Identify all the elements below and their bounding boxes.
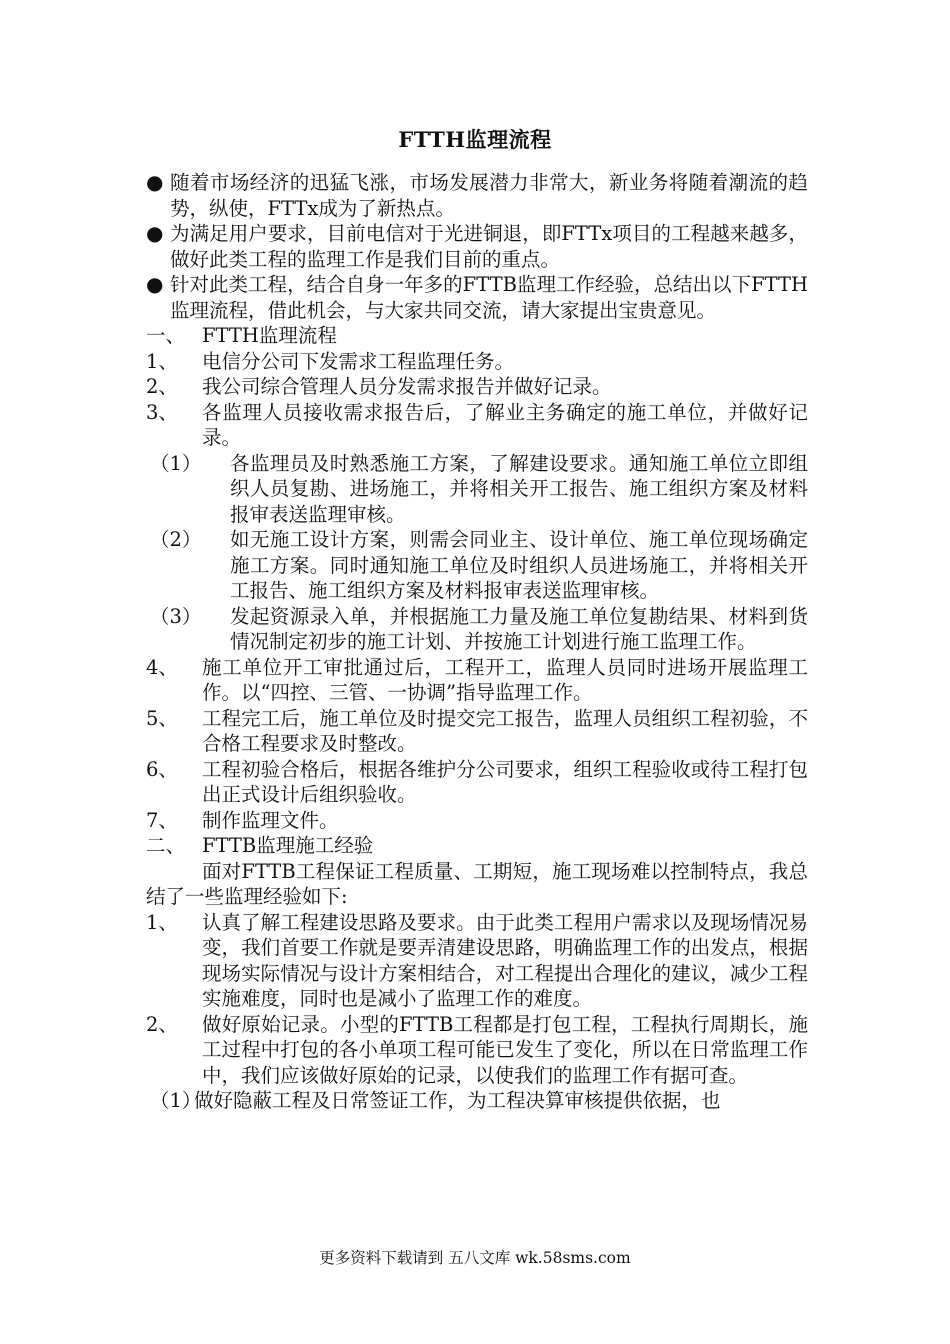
bullet-text: 随着市场经济的迅猛飞涨，市场发展潜力非常大，新业务将随着潮流的趋势，纵使，FTTx成为了新热点。 — [170, 171, 808, 220]
bullet-item — [146, 272, 808, 323]
sub-text: 发起资源录入单，并根据施工力量及施工单位复勘结果、材料到货情况制定初步的施工计划、并按施工计划进行施工监理工作。 — [230, 604, 808, 653]
list-item — [146, 1012, 808, 1089]
sub-marker: （1） — [150, 1089, 202, 1112]
list-item — [146, 808, 808, 834]
list-item — [146, 400, 808, 451]
sub-item — [146, 451, 808, 528]
list-marker: 1、 — [146, 349, 178, 373]
list-text: 我公司综合管理人员分发需求报告并做好记录。 — [202, 375, 612, 398]
bullet-marker: ● — [146, 272, 164, 296]
section-title: FTTH监理流程 — [202, 324, 337, 347]
section-title: FTTB监理施工经验 — [202, 834, 374, 857]
list-item — [146, 706, 808, 757]
document-body — [146, 170, 808, 1114]
sub-marker: （1） — [150, 451, 202, 475]
intro-paragraph: 面对FTTB工程保证工程质量、工期短，施工现场难以控制特点，我总结了一些监理经验如下: — [146, 859, 808, 908]
list-marker: 4、 — [146, 655, 178, 679]
list-item — [146, 910, 808, 1012]
section-heading — [146, 323, 808, 349]
bullet-marker: ● — [146, 221, 164, 245]
list-text: 工程完工后，施工单位及时提交完工报告，监理人员组织工程初验，不合格工程要求及时整改。 — [202, 706, 808, 755]
sub-text: 如无施工设计方案，则需会同业主、设计单位、施工单位现场确定施工方案。同时通知施工单位及时组织人员进场施工，并将相关开工报告、施工组织方案及材料报审表送监理审核。 — [230, 528, 808, 602]
list-marker: 7、 — [146, 808, 178, 832]
list-marker: 2、 — [146, 375, 178, 398]
list-text: 施工单位开工审批通过后，工程开工，监理人员同时进场开展监理工作。以“四控、三管、一协调”指导监理工作。 — [202, 655, 808, 704]
document-title: FTTH监理流程 — [398, 127, 552, 152]
list-text: 工程初验合格后，根据各维护分公司要求，组织工程验收或待工程打包出正式设计后组织验收。 — [202, 757, 808, 806]
list-item — [146, 757, 808, 808]
bullet-text: 为满足用户要求，目前电信对于光进铜退，即FTTx项目的工程越来越多，做好此类工程的监理工作是我们目前的重点。 — [170, 222, 808, 271]
sub-text: 做好隐蔽工程及日常签证工作，为工程决算审核提供依据，也 — [194, 1089, 721, 1112]
sub-item — [146, 604, 808, 655]
section-marker: 二、 — [146, 834, 186, 857]
footer-note: 更多资料下载请到 五八文库 wk.58sms.com — [319, 1249, 631, 1267]
sub-item — [146, 527, 808, 604]
list-text: 认真了解工程建设思路及要求。由于此类工程用户需求以及现场情况易变，我们首要工作就是要弄清建设思路，明确监理工作的出发点，根据现场实际情况与设计方案相结合，对工程提出合理化的建议，减少工程实施难度，同时也是减小了监理工作的难度。 — [202, 910, 808, 1010]
section-marker: 一、 — [146, 324, 186, 347]
bullet-text: 针对此类工程，结合自身一年多的FTTB监理工作经验，总结出以下FTTH监理流程，借此机会，与大家共同交流，请大家提出宝贵意见。 — [170, 273, 808, 322]
list-text: 做好原始记录。小型的FTTB工程都是打包工程，工程执行周期长，施工过程中打包的各小单项工程可能已发生了变化，所以在日常监理工作中，我们应该做好原始的记录，以使我们的监理工作有据可查。 — [202, 1012, 808, 1087]
list-marker: 3、 — [146, 400, 178, 424]
list-item — [146, 349, 808, 375]
list-marker: 6、 — [146, 757, 178, 781]
list-item — [146, 655, 808, 706]
list-item — [146, 374, 808, 400]
list-text: 各监理人员接收需求报告后，了解业主务确定的施工单位，并做好记录。 — [202, 400, 808, 449]
bullet-item — [146, 221, 808, 272]
bullet-item — [146, 170, 808, 221]
list-text: 制作监理文件。 — [202, 808, 339, 832]
sub-marker: （2） — [150, 528, 202, 551]
sub-text: 各监理员及时熟悉施工方案，了解建设要求。通知施工单位立即组织人员复勘、进场施工，并将相关开工报告、施工组织方案及材料报审表送监理审核。 — [230, 451, 808, 526]
section-heading — [146, 833, 808, 859]
list-marker: 5、 — [146, 706, 178, 730]
list-marker: 1、 — [146, 910, 178, 934]
sub-marker: （3） — [150, 604, 202, 628]
list-marker: 2、 — [146, 1012, 178, 1036]
bullet-marker: ● — [146, 170, 164, 194]
list-text: 电信分公司下发需求工程监理任务。 — [202, 349, 515, 373]
sub-item — [146, 1088, 808, 1114]
